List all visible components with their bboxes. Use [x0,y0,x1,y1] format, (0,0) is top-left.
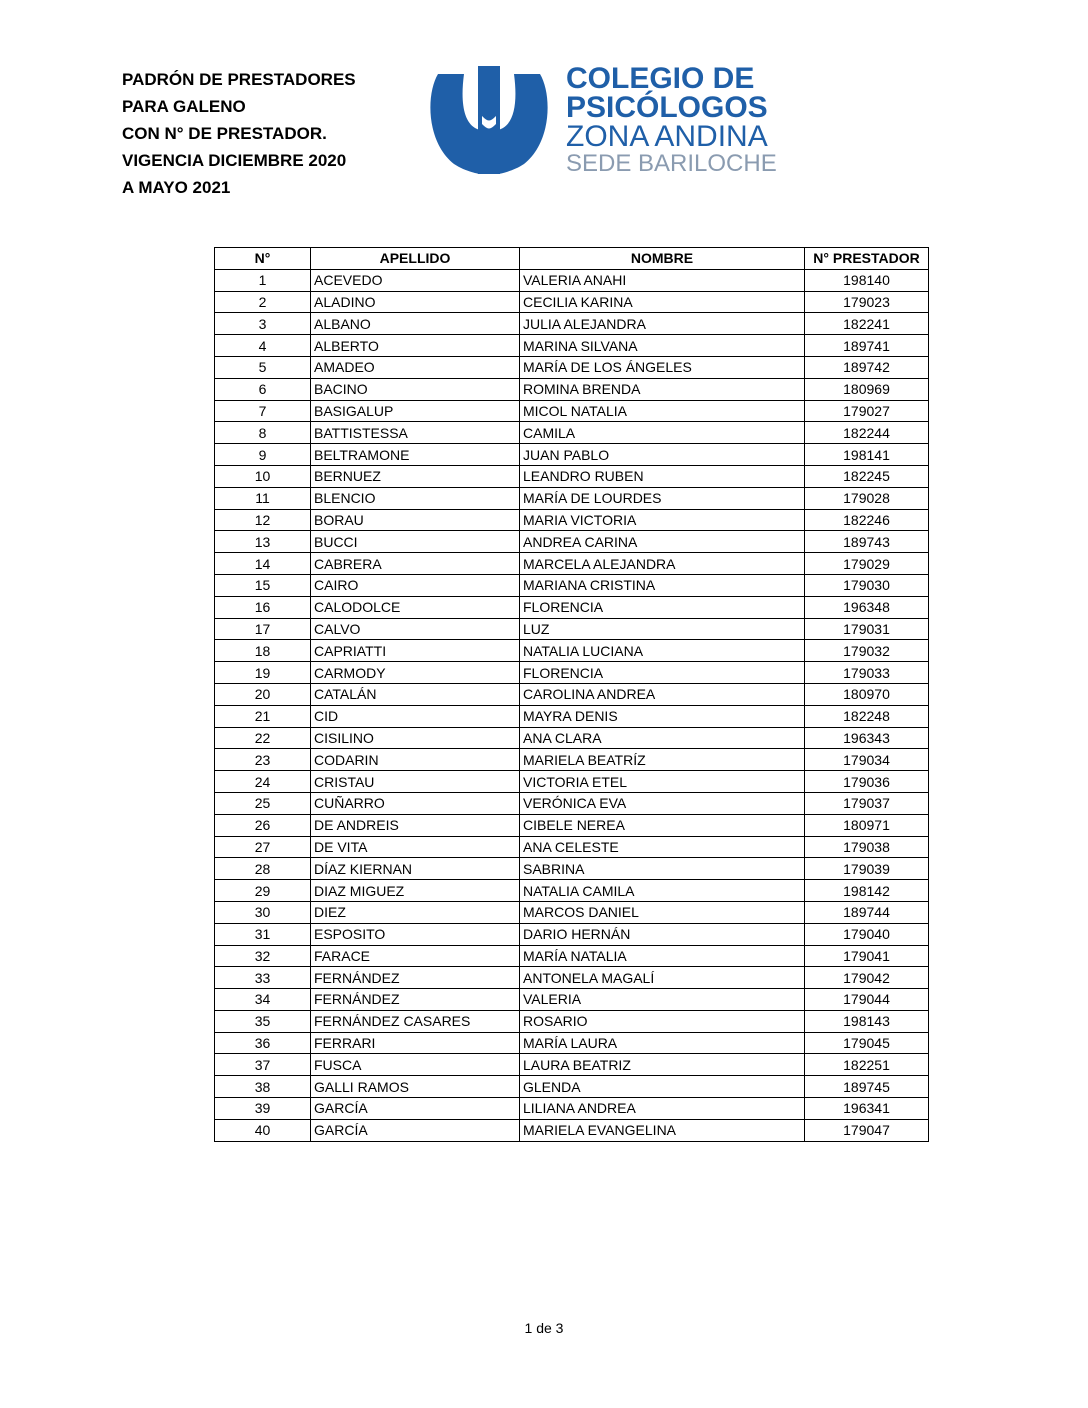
table-row [215,465,929,487]
prestador-cell: 179030 [805,574,929,596]
header-apellido: APELLIDO [311,248,520,270]
row-number: 23 [215,749,311,771]
table-row [215,1119,929,1141]
prestador-cell: 179047 [805,1119,929,1141]
table-row [215,880,929,902]
table-row [215,1010,929,1032]
table-row [215,378,929,400]
nombre-cell: MAYRA DENIS [520,705,805,727]
table-row [215,313,929,335]
table-row [215,553,929,575]
prestador-cell: 182246 [805,509,929,531]
nombre-cell: NATALIA CAMILA [520,880,805,902]
header-prestador: N° PRESTADOR [805,248,929,270]
row-number: 9 [215,444,311,466]
table-row [215,967,929,989]
prestador-cell: 179041 [805,945,929,967]
nombre-cell: CAROLINA ANDREA [520,683,805,705]
apellido-cell: FERNÁNDEZ [311,989,520,1011]
table-row [215,771,929,793]
row-number: 39 [215,1098,311,1120]
apellido-cell: ESPOSITO [311,923,520,945]
prestador-cell: 198141 [805,444,929,466]
row-number: 15 [215,574,311,596]
apellido-cell: DIAZ MIGUEZ [311,880,520,902]
table-row [215,444,929,466]
prestador-cell: 179044 [805,989,929,1011]
apellido-cell: DE ANDREIS [311,814,520,836]
nombre-cell: ROMINA BRENDA [520,378,805,400]
nombre-cell: LAURA BEATRIZ [520,1054,805,1076]
prestador-cell: 179039 [805,858,929,880]
title-line: CON N° DE PRESTADOR. [122,124,327,143]
table-row [215,596,929,618]
prestador-cell: 179023 [805,291,929,313]
table-row [215,422,929,444]
nombre-cell: ANA CLARA [520,727,805,749]
apellido-cell: ALBANO [311,313,520,335]
nombre-cell: CAMILA [520,422,805,444]
nombre-cell: DARIO HERNÁN [520,923,805,945]
providers-table [214,247,929,1142]
nombre-cell: VALERIA ANAHI [520,269,805,291]
prestador-cell: 182241 [805,313,929,335]
row-number: 10 [215,465,311,487]
apellido-cell: ACEVEDO [311,269,520,291]
title-line: PADRÓN DE PRESTADORES [122,70,356,89]
table-row [215,574,929,596]
table-header-row [215,248,929,270]
row-number: 31 [215,923,311,945]
prestador-cell: 179038 [805,836,929,858]
table-row [215,531,929,553]
table-row [215,1098,929,1120]
apellido-cell: CALVO [311,618,520,640]
table-row [215,923,929,945]
apellido-cell: BORAU [311,509,520,531]
title-line: A MAYO 2021 [122,178,231,197]
apellido-cell: CABRERA [311,553,520,575]
row-number: 38 [215,1076,311,1098]
nombre-cell: MARÍA LAURA [520,1032,805,1054]
row-number: 24 [215,771,311,793]
apellido-cell: CID [311,705,520,727]
table-row [215,945,929,967]
table-row [215,1032,929,1054]
logo-text-line2: PSICÓLOGOS [566,91,768,124]
nombre-cell: MARIANA CRISTINA [520,574,805,596]
prestador-cell: 179028 [805,487,929,509]
psi-emblem-icon [424,64,554,176]
row-number: 40 [215,1119,311,1141]
apellido-cell: ALADINO [311,291,520,313]
nombre-cell: GLENDA [520,1076,805,1098]
row-number: 29 [215,880,311,902]
apellido-cell: CARMODY [311,662,520,684]
row-number: 28 [215,858,311,880]
prestador-cell: 179034 [805,749,929,771]
prestador-cell: 179040 [805,923,929,945]
nombre-cell: MICOL NATALIA [520,400,805,422]
table-row [215,792,929,814]
apellido-cell: GALLI RAMOS [311,1076,520,1098]
prestador-cell: 198142 [805,880,929,902]
apellido-cell: BERNUEZ [311,465,520,487]
row-number: 32 [215,945,311,967]
nombre-cell: VERÓNICA EVA [520,792,805,814]
row-number: 20 [215,683,311,705]
table-row [215,836,929,858]
table-row [215,727,929,749]
prestador-cell: 182248 [805,705,929,727]
row-number: 25 [215,792,311,814]
row-number: 14 [215,553,311,575]
table-row [215,1076,929,1098]
prestador-cell: 179032 [805,640,929,662]
apellido-cell: DÍAZ KIERNAN [311,858,520,880]
apellido-cell: FARACE [311,945,520,967]
row-number: 17 [215,618,311,640]
nombre-cell: VALERIA [520,989,805,1011]
nombre-cell: MARIA VICTORIA [520,509,805,531]
apellido-cell: FUSCA [311,1054,520,1076]
apellido-cell: CUÑARRO [311,792,520,814]
table-row [215,335,929,357]
apellido-cell: CALODOLCE [311,596,520,618]
prestador-cell: 196341 [805,1098,929,1120]
nombre-cell: MARIELA EVANGELINA [520,1119,805,1141]
nombre-cell: MARINA SILVANA [520,335,805,357]
prestador-cell: 179037 [805,792,929,814]
logo-text-line1: COLEGIO DE [566,62,755,95]
prestador-cell: 179031 [805,618,929,640]
prestador-cell: 196348 [805,596,929,618]
row-number: 35 [215,1010,311,1032]
apellido-cell: CAIRO [311,574,520,596]
nombre-cell: MARIELA BEATRÍZ [520,749,805,771]
row-number: 13 [215,531,311,553]
prestador-cell: 182244 [805,422,929,444]
apellido-cell: GARCÍA [311,1098,520,1120]
nombre-cell: NATALIA LUCIANA [520,640,805,662]
nombre-cell: ANDREA CARINA [520,531,805,553]
apellido-cell: CRISTAU [311,771,520,793]
nombre-cell: FLORENCIA [520,596,805,618]
apellido-cell: GARCÍA [311,1119,520,1141]
apellido-cell: DE VITA [311,836,520,858]
colegio-logo [424,62,777,179]
table-row [215,901,929,923]
nombre-cell: LUZ [520,618,805,640]
apellido-cell: FERRARI [311,1032,520,1054]
table-row [215,269,929,291]
apellido-cell: CAPRIATTI [311,640,520,662]
row-number: 3 [215,313,311,335]
nombre-cell: MARÍA NATALIA [520,945,805,967]
prestador-cell: 182245 [805,465,929,487]
row-number: 2 [215,291,311,313]
row-number: 37 [215,1054,311,1076]
apellido-cell: BELTRAMONE [311,444,520,466]
nombre-cell: JULIA ALEJANDRA [520,313,805,335]
prestador-cell: 189745 [805,1076,929,1098]
nombre-cell: CECILIA KARINA [520,291,805,313]
row-number: 12 [215,509,311,531]
apellido-cell: AMADEO [311,356,520,378]
row-number: 30 [215,901,311,923]
prestador-cell: 179027 [805,400,929,422]
table-row [215,640,929,662]
row-number: 36 [215,1032,311,1054]
row-number: 16 [215,596,311,618]
apellido-cell: ALBERTO [311,335,520,357]
row-number: 1 [215,269,311,291]
table-row [215,858,929,880]
table-row [215,618,929,640]
prestador-cell: 198143 [805,1010,929,1032]
table-row [215,291,929,313]
apellido-cell: FERNÁNDEZ [311,967,520,989]
apellido-cell: CATALÁN [311,683,520,705]
prestador-cell: 180969 [805,378,929,400]
row-number: 18 [215,640,311,662]
nombre-cell: MARÍA DE LOURDES [520,487,805,509]
prestador-cell: 180970 [805,683,929,705]
row-number: 33 [215,967,311,989]
nombre-cell: CIBELE NEREA [520,814,805,836]
apellido-cell: FERNÁNDEZ CASARES [311,1010,520,1032]
nombre-cell: FLORENCIA [520,662,805,684]
nombre-cell: JUAN PABLO [520,444,805,466]
apellido-cell: BUCCI [311,531,520,553]
document-title [122,66,356,201]
nombre-cell: MARÍA DE LOS ÁNGELES [520,356,805,378]
apellido-cell: BLENCIO [311,487,520,509]
prestador-cell: 179042 [805,967,929,989]
row-number: 26 [215,814,311,836]
nombre-cell: SABRINA [520,858,805,880]
apellido-cell: CISILINO [311,727,520,749]
prestador-cell: 182251 [805,1054,929,1076]
table-row [215,356,929,378]
nombre-cell: ANTONELA MAGALÍ [520,967,805,989]
prestador-cell: 179029 [805,553,929,575]
row-number: 7 [215,400,311,422]
table-row [215,705,929,727]
prestador-cell: 198140 [805,269,929,291]
nombre-cell: MARCELA ALEJANDRA [520,553,805,575]
apellido-cell: BACINO [311,378,520,400]
header-number: N° [215,248,311,270]
title-line: PARA GALENO [122,97,246,116]
row-number: 6 [215,378,311,400]
table-row [215,509,929,531]
prestador-cell: 189742 [805,356,929,378]
row-number: 11 [215,487,311,509]
title-line: VIGENCIA DICIEMBRE 2020 [122,151,347,170]
prestador-cell: 189741 [805,335,929,357]
nombre-cell: MARCOS DANIEL [520,901,805,923]
table-row [215,683,929,705]
prestador-cell: 196343 [805,727,929,749]
header-nombre: NOMBRE [520,248,805,270]
table-row [215,487,929,509]
apellido-cell: BASIGALUP [311,400,520,422]
table-row [215,662,929,684]
row-number: 21 [215,705,311,727]
row-number: 22 [215,727,311,749]
prestador-cell: 179033 [805,662,929,684]
page-number: 1 de 3 [524,1320,564,1336]
apellido-cell: DIEZ [311,901,520,923]
prestador-cell: 180971 [805,814,929,836]
prestador-cell: 189744 [805,901,929,923]
row-number: 27 [215,836,311,858]
row-number: 8 [215,422,311,444]
nombre-cell: LEANDRO RUBEN [520,465,805,487]
nombre-cell: ANA CELESTE [520,836,805,858]
table-row [215,989,929,1011]
prestador-cell: 179045 [805,1032,929,1054]
logo-text-line4: SEDE BARILOCHE [566,150,777,177]
table-row [215,400,929,422]
row-number: 5 [215,356,311,378]
apellido-cell: BATTISTESSA [311,422,520,444]
nombre-cell: VICTORIA ETEL [520,771,805,793]
table-row [215,749,929,771]
table-body [215,269,929,1141]
table-row [215,1054,929,1076]
row-number: 19 [215,662,311,684]
apellido-cell: CODARIN [311,749,520,771]
nombre-cell: ROSARIO [520,1010,805,1032]
prestador-cell: 189743 [805,531,929,553]
row-number: 34 [215,989,311,1011]
prestador-cell: 179036 [805,771,929,793]
table-row [215,814,929,836]
logo-text-line3: ZONA ANDINA [566,120,768,153]
nombre-cell: LILIANA ANDREA [520,1098,805,1120]
row-number: 4 [215,335,311,357]
